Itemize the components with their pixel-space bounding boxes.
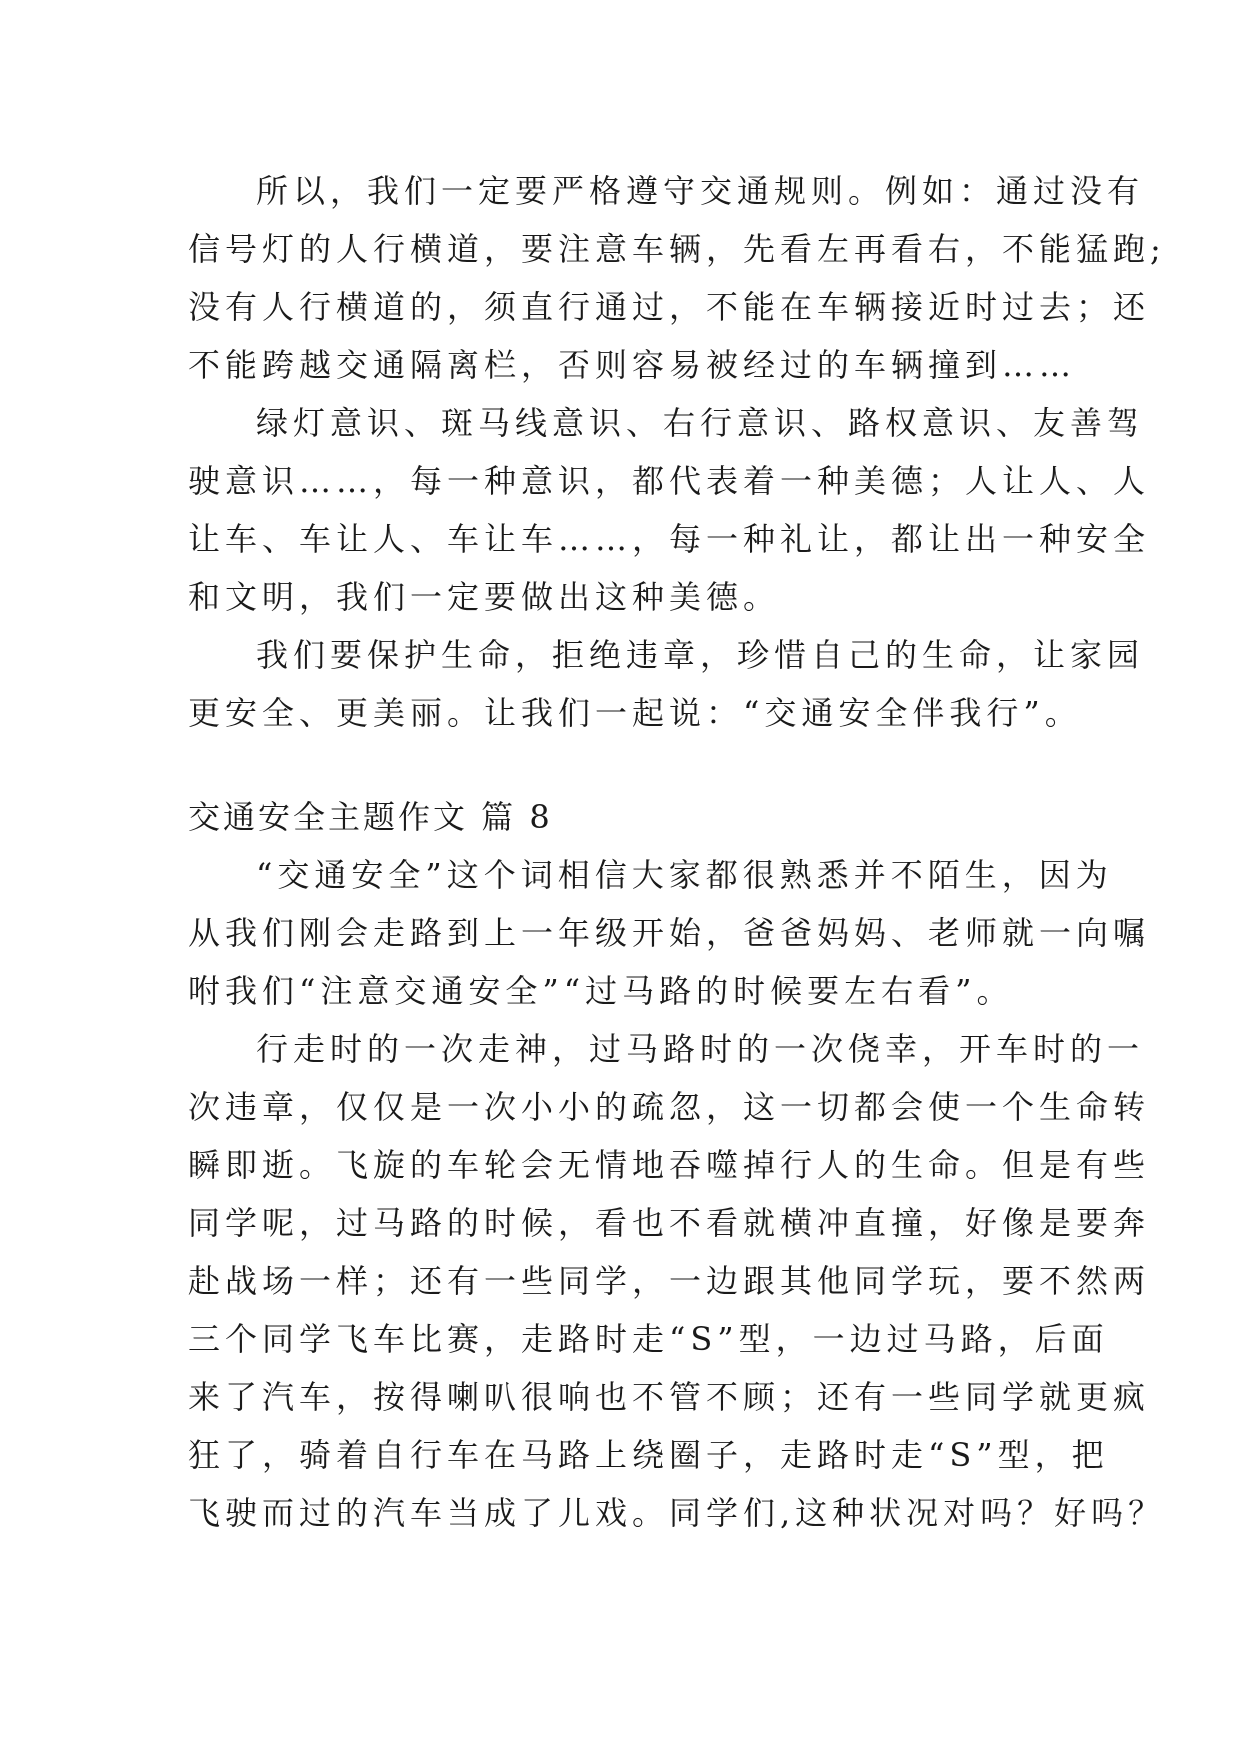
text-line: 所以，我们一定要严格遵守交通规则。例如：通过没有 — [256, 172, 1145, 210]
paragraph — [188, 1020, 1166, 1542]
text-line: 次违章，仅仅是一次小小的疏忽，这一切都会使一个生命转 — [188, 1088, 1151, 1126]
text-line: 不能跨越交通隔离栏，否则容易被经过的车辆撞到…… — [188, 346, 1077, 384]
text-line: 来了汽车，按得喇叭很响也不管不顾；还有一些同学就更疯 — [188, 1378, 1151, 1416]
text-line: 我们要保护生命，拒绝违章，珍惜自己的生命，让家园 — [256, 636, 1145, 674]
paragraph — [188, 162, 1166, 394]
text-line: 咐我们“注意交通安全”“过马路的时候要左右看”。 — [188, 972, 1014, 1010]
paragraph — [188, 846, 1151, 1020]
text-line: 狂了，骑着自行车在马路上绕圈子，走路时走“S”型，把 — [188, 1436, 1109, 1474]
text-line: 更安全、更美丽。让我们一起说：“交通安全伴我行”。 — [188, 694, 1082, 732]
text-line: 绿灯意识、斑马线意识、右行意识、路权意识、友善驾 — [256, 404, 1145, 442]
text-line: 和文明，我们一定要做出这种美德。 — [188, 578, 781, 616]
text-line: 赴战场一样；还有一些同学，一边跟其他同学玩，要不然两 — [188, 1262, 1151, 1300]
text-line: 从我们刚会走路到上一年级开始，爸爸妈妈、老师就一向嘱 — [188, 914, 1151, 952]
paragraph — [188, 626, 1145, 742]
text-line: 三个同学飞车比赛，走路时走“S”型，一边过马路，后面 — [188, 1320, 1109, 1358]
text-line: 驶意识……，每一种意识，都代表着一种美德；人让人、人 — [188, 462, 1151, 500]
text-line: “交通安全”这个词相信大家都很熟悉并不陌生，因为 — [256, 856, 1113, 894]
section-spacer — [188, 742, 1058, 788]
text-line: 同学呢，过马路的时候，看也不看就横冲直撞，好像是要奔 — [188, 1204, 1151, 1242]
document-body — [188, 162, 1166, 1542]
paragraph — [188, 394, 1151, 626]
text-line: 让车、车让人、车让车……，每一种礼让，都让出一种安全 — [188, 520, 1151, 558]
section-heading: 交通安全主题作文 篇 8 — [188, 798, 553, 836]
text-line: 瞬即逝。飞旋的车轮会无情地吞噬掉行人的生命。但是有些 — [188, 1146, 1151, 1184]
text-line: 信号灯的人行横道，要注意车辆，先看左再看右，不能猛跑; — [188, 230, 1166, 268]
text-line: 行走时的一次走神，过马路时的一次侥幸，开车时的一 — [256, 1030, 1145, 1068]
text-line: 飞驶而过的汽车当成了儿戏。同学们,这种状况对吗？好吗？ — [188, 1494, 1166, 1532]
text-line: 没有人行横道的，须直行通过，不能在车辆接近时过去；还 — [188, 288, 1151, 326]
